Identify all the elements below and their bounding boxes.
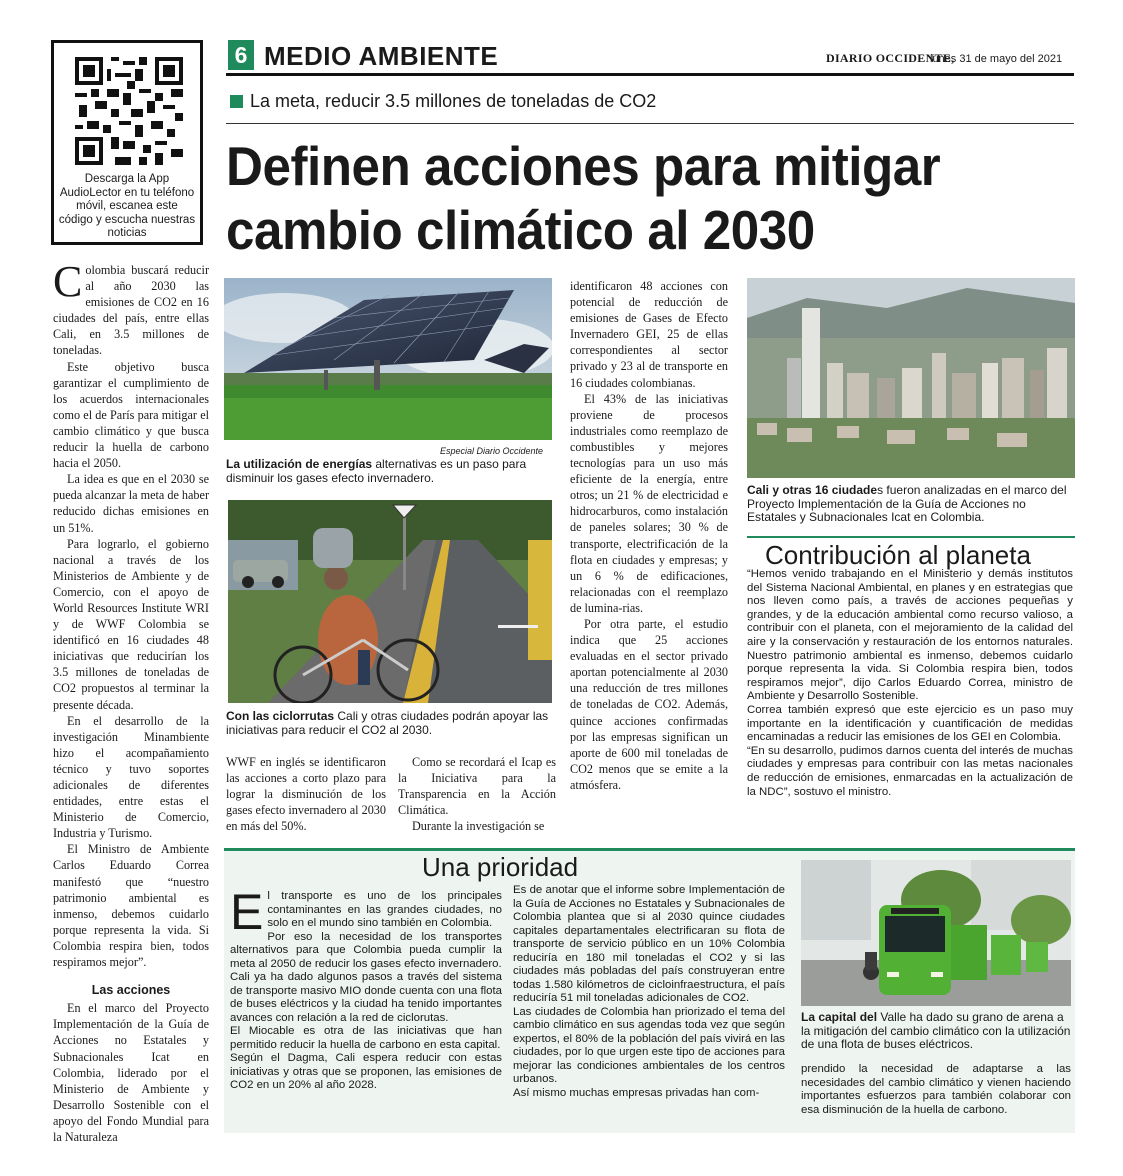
kicker-rule <box>226 123 1074 124</box>
paragraph: El 43% de las iniciativas proviene de procesos industriales como reemplazo de combustibles y mejores tecnologías para un uso más eficiente de la energía, entre otros; un 21 % de electricidad e hidrocarburos, como instalación de paneles solares; 30 % de transporte, electrificación de la flota en ciudades y empresas; y un 6 % de edificaciones, relacionadas con el reemplazo de lumina-rias. <box>570 391 728 615</box>
headline-line-1: Definen acciones para mitigar <box>226 135 941 197</box>
kicker-square-icon <box>230 95 243 108</box>
paragraph: WWF en inglés se identificaron las acciones a corto plazo para lograr la disminución de los gases efecto invernadero al 2030 en más del 50%. <box>226 755 386 834</box>
paragraph: Cali ya ha dado algunos pasos a través del sistema de transporte masivo MIO donde cuenta con una flota de buses eléctricos y la ciudad ha tenido importantes avances con relación a la red de ciclorutas. <box>230 971 502 1024</box>
publication-name: DIARIO OCCIDENTE, <box>826 51 955 65</box>
paragraph: El transporte es uno de los principales contaminantes en las grandes ciudades, no solo en el mundo sino también en Colombia. <box>230 884 502 940</box>
paragraph: La idea es que en el 2030 se pueda alcanzar la meta de haber reducido dichas emisiones en un 51%. <box>53 472 209 535</box>
electric-bus-photo <box>801 860 1071 1006</box>
paragraph: “En su desarrollo, pudimos darnos cuenta del interés de muchas ciudades y empresas para contribuir con las metas nacionales de reducción de emisiones, enmarcadas en la actualización de la NDC”, sostuvo el ministro. <box>747 744 1073 798</box>
paragraph: El Miocable es otra de las iniciativas que han permitido reducir la huella de carbono en esta capital. <box>230 1025 502 1051</box>
prioridad-column-2 <box>513 884 785 1100</box>
paragraph: En el marco del Proyecto Implementación de la Guía de Acciones no Estatales y Subnacionales Icat en Colombia, liderado por el Ministerio de Ambiente y Desarrollo Sostenible con el apoyo del Fondo Mundial para la Naturaleza <box>53 1001 209 1144</box>
paragraph: Por eso la necesidad de los transportes alternativos para que Colombia pueda cumplir la meta al 2050 de reducir los gases efecto invernadero. <box>230 930 502 970</box>
paragraph: “Hemos venido trabajando en el Ministerio y demás institutos del Sistema Nacional Ambiental, en planes y en estrategias que nos lleven como país, a través de acciones pequeñas y grandes, y de la educación ambiental como recurso valioso, a contribuir con el planeta, con el mejoramiento de la calidad del aire y la conservación y restauración de los entornos naturales. Nuestro patrimonio ambiental es inmenso, debemos cuidarlo porque representa la vida. Si Colombia respira bien, todos respiramos mejor”, dijo Carlos Eduardo Correa, ministro de Ambiente y Desarrollo Sostenible. <box>747 568 1073 703</box>
paragraph: Según el Dagma, Cali espera reducir con estas iniciativas y otras que se proponen, las emisiones de CO2 en un 20% al año 2028. <box>230 1052 502 1091</box>
paragraph: Así mismo muchas empresas privadas han com- <box>513 1086 760 1099</box>
article-column-4 <box>570 278 728 793</box>
paragraph: Por otra parte, el estudio indica que 25 acciones evaluadas en el sector privado aportan potencialmente al 2030 una reducción de tres millones de toneladas de CO2. Además, quince acciones confirmadas por las empresas significan un aporte de 600 mil toneladas de CO2 menos que se emite a la atmósfera. <box>570 616 728 792</box>
caption-lead: La capital del <box>801 1010 878 1024</box>
audiolector-qr-box <box>51 40 203 245</box>
paragraph: Para lograrlo, el gobierno nacional a través de los Ministerios de Ambiente y de Comercio, con el apoyo de World Resources Institute WRI y de WWF Colombia se identificó en 16 ciudades 48 iniciativas que reducirían los 3.5 millones de toneladas de CO2 propuestos al terminar la presente década. <box>53 536 209 712</box>
caption-lead: Cali y otras 16 ciudade <box>747 483 878 497</box>
caption-text: s fueron analizadas en el marco del Proyecto Implementación de la Guía de Acciones no Estatales y Subnacionales Icat en Colombia. <box>747 483 1067 524</box>
cyclist-photo <box>228 500 552 703</box>
subheading-las-acciones: Las acciones <box>91 983 171 998</box>
caption-cali <box>747 484 1075 525</box>
caption-text: alternativas es un paso para disminuir los gases efecto invernadero. <box>226 457 527 485</box>
caption-text: Cali y otras ciudades podrán apoyar las iniciativas para reducir el CO2 al 2030. <box>226 709 549 737</box>
section-title: MEDIO AMBIENTE <box>264 41 499 71</box>
prioridad-title: Una prioridad <box>422 852 579 882</box>
caption-text: Valle ha dado su grano de arena a la mitigación del cambio climático con la utilización de una flota de buses eléctricos. <box>801 1010 1071 1051</box>
paragraph: Las ciudades de Colombia han priorizado el tema del cambio climático en sus agendas toda vez que según expertos, el 80% de la población del país vivirá en las ciudades, por lo que urgen este tipo de acciones para mejorar las condiciones ambientales de los centros urbanos. <box>513 1005 785 1085</box>
paragraph: prendido la necesidad de adaptarse a las necesidades del cambio climático y vienen haciendo importantes esfuerzos para también colaborar con esa disminución de la huella de carbono. <box>801 1063 1071 1116</box>
paragraph: Como se recordará el Icap es la Iniciativa para la Transparencia en la Acción Climática. <box>398 755 556 818</box>
paragraph: Colombia buscará reducir al año 2030 las emisiones de CO2 en 16 ciudades del país, entre ellas Cali, en 3.5 millones de toneladas. <box>53 257 209 358</box>
article-column-3-bottom <box>398 754 556 834</box>
paragraph: En el desarrollo de la investigación Minambiente hizo el acompañamiento técnico y tuvo soportes adicionales de diferentes entidades, entre estas el Ministerio de Comercio, Industria y Turismo. <box>53 713 209 841</box>
paragraph: Este objetivo busca garantizar el cumplimiento de los acuerdos internacionales como el de París para mitigar el cambio climático y que busca reducir la huella de carbono hacia el 2050. <box>53 359 209 471</box>
qr-instructions: Descarga la App AudioLector en tu teléfono móvil, escanea este código y escucha nuestras noticias <box>58 173 196 239</box>
contribucion-rule <box>747 536 1075 538</box>
photo-credit: Especial Diario Occidente <box>440 446 544 456</box>
publication-date: lunes 31 de mayo del 2021 <box>930 53 1063 65</box>
paragraph: Es de anotar que el informe sobre Implementación de la Guía de Acciones no Estatales y Subnacionales de Colombia plantea que si al 2030 quince ciudades capitales departamentales electrificaran su flota de transporte de servicio público en un 10% Colombia reduciría en 180 mil toneladas el CO2 y si las ciudades más pobladas del país construyeran entre todas 1.580 kilómetros de cicloinfraestructura, el país reduciría 51 mil toneladas adicionales de CO2. <box>513 884 785 1004</box>
caption-ciclorrutas <box>226 710 556 737</box>
caption-lead: Con las ciclorrutas <box>226 709 335 723</box>
caption-lead: La utilización de energías <box>226 457 373 471</box>
header-rule <box>226 73 1074 76</box>
page-number: 6 <box>228 40 254 70</box>
paragraph: Correa también expresó que este ejercicio es un paso muy importante en la identificación y cuantificación de medidas encaminadas a reducir las emisiones de los GEI en Colombia. <box>747 703 1073 744</box>
caption-bus <box>801 1011 1071 1052</box>
prioridad-column-1 <box>230 884 502 1093</box>
qr-code-icon[interactable] <box>75 57 183 165</box>
article-headline <box>226 134 1026 262</box>
solar-panels-photo <box>224 278 552 440</box>
article-kicker: La meta, reducir 3.5 millones de toneladas de CO2 <box>250 91 657 111</box>
cali-skyline-photo <box>747 278 1075 478</box>
paragraph: Durante la investigación se <box>412 819 545 834</box>
article-column-2-bottom <box>226 754 386 834</box>
headline-line-2: cambio climático al 2030 <box>226 199 815 261</box>
paragraph: El Ministro de Ambiente Carlos Eduardo Correa manifestó que “nuestro patrimonio ambiental es inmenso, debemos cuidarlo porque representa la vida. Si Colombia respira bien, todos respiramos mejor”. <box>53 842 209 970</box>
paragraph: identificaron 48 acciones con potencial de reducción de emisiones de Gases de Efecto Invernadero GEI, 25 de ellas correspondientes al sector privado y 23 al de transporte en 16 ciudades colombianas. <box>570 279 728 390</box>
contribucion-title: Contribución al planeta <box>765 540 1031 570</box>
contribucion-body <box>747 568 1073 799</box>
caption-solar <box>226 458 556 485</box>
article-column-1 <box>53 257 209 1145</box>
prioridad-column-3 <box>801 1063 1071 1117</box>
